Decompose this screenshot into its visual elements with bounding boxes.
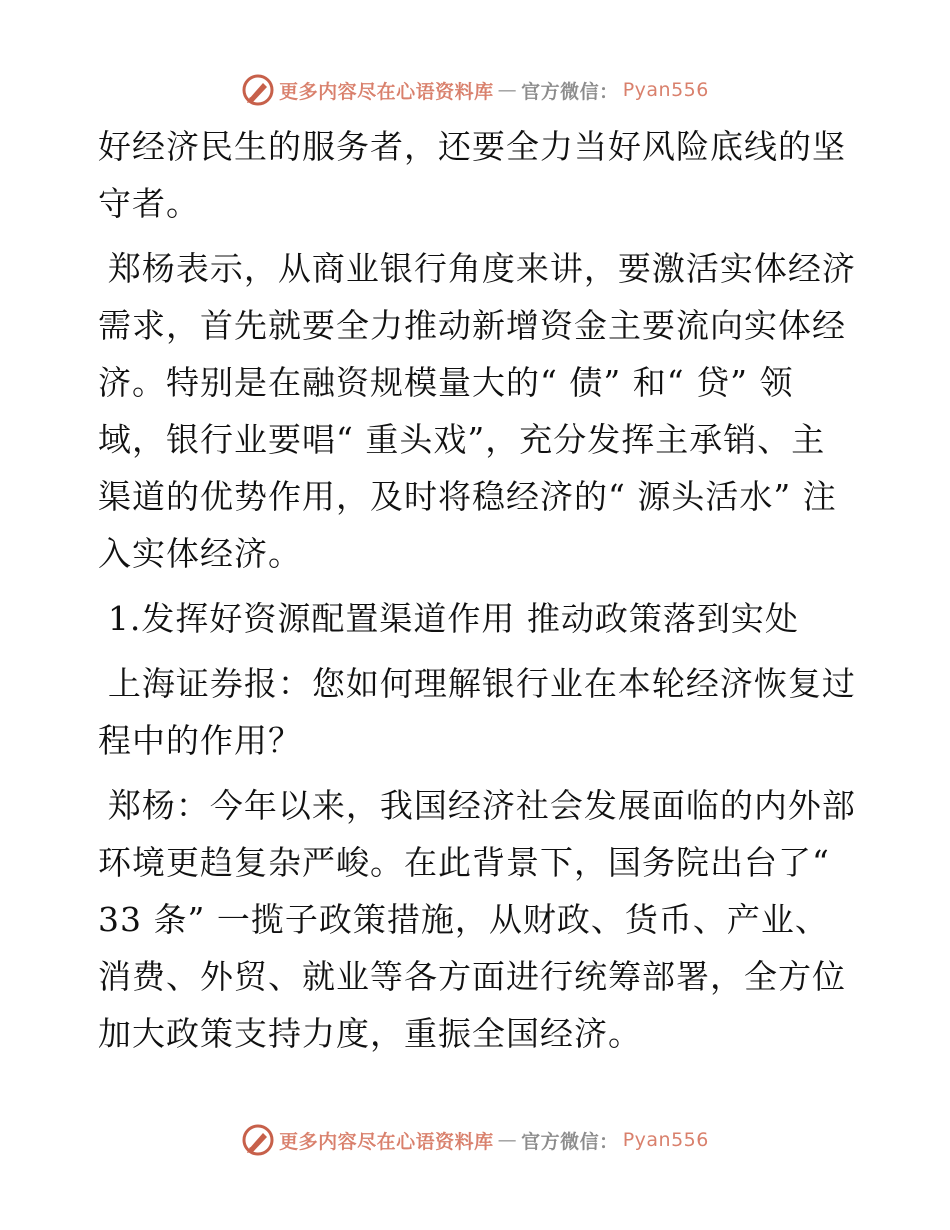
pen-logo-icon [241,1123,275,1157]
watermark-sub-text: 官方微信： [521,80,619,103]
paragraph-continuation: 好经济民生的服务者，还要全力当好风险底线的坚守者。 [98,127,846,223]
watermark-sub-text: 官方微信： [521,1130,619,1153]
header-watermark [0,70,950,110]
watermark-dash: — [497,79,518,101]
paragraph-zheng-yang-statement: 郑杨表示，从商业银行角度来讲，要激活实体经济需求，首先就要全力推动新增资金主要流向实体经济。特别是在融资规模量大的“ 债” 和“ 贷” 领域，银行业要唱“ 重头戏”，充分发挥主承销、主渠道的优势作用，及时将稳经济的“ 源头活水” 注入实体经济。 [98,249,856,573]
section-heading: 1.发挥好资源配置渠道作用 推动政策落到实处 [107,599,799,638]
watermark-dash: — [497,1129,518,1151]
footer-watermark [0,1120,950,1160]
watermark-main-text: 更多内容尽在心语资料库 [279,1130,494,1153]
paragraph-answer: 郑杨：今年以来，我国经济社会发展面临的内外部环境更趋复杂严峻。在此背景下，国务院出台了“ 33 条” 一揽子政策措施，从财政、货币、产业、消费、外贸、就业等各方面进行统筹部署，全方位加大政策支持力度，重振全国经济。 [98,786,856,1053]
article-body [98,118,858,1070]
watermark-main-text: 更多内容尽在心语资料库 [279,80,494,103]
pen-logo-icon [241,73,275,107]
paragraph-question: 上海证券报：您如何理解银行业在本轮经济恢复过程中的作用？ [98,664,856,760]
watermark-wechat-id: Pyan556 [622,79,709,101]
watermark-wechat-id: Pyan556 [622,1129,709,1151]
